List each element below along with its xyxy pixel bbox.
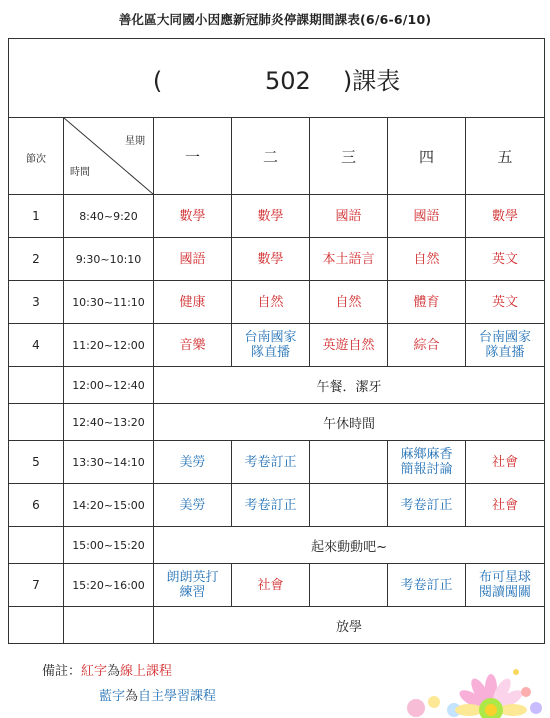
subject-label: 本土語言 bbox=[322, 251, 375, 267]
subject-label: 英文 bbox=[492, 251, 519, 267]
time-slot: 14:20~15:00 bbox=[64, 484, 154, 527]
break-row bbox=[9, 527, 545, 564]
subject-label: 社會 bbox=[257, 577, 284, 593]
period-row bbox=[9, 564, 545, 607]
weekday-header-row bbox=[9, 118, 545, 195]
schedule-table bbox=[8, 38, 545, 644]
subject-label: 美勞 bbox=[179, 497, 206, 513]
day-header-wed bbox=[310, 118, 388, 195]
subject-cell-mon bbox=[154, 281, 232, 324]
subject-cell-tue bbox=[232, 484, 310, 527]
subject-label: 社會 bbox=[492, 454, 519, 470]
period-number: 3 bbox=[9, 281, 64, 324]
subject-cell-thu bbox=[388, 281, 466, 324]
day-label: 三 bbox=[340, 147, 356, 166]
day-header-mon bbox=[154, 118, 232, 195]
period-row bbox=[9, 238, 545, 281]
note-self-study-course: 自主學習課程 bbox=[138, 689, 217, 704]
subject-cell-fri bbox=[466, 324, 545, 367]
time-slot: 15:20~16:00 bbox=[64, 564, 154, 607]
break-label: 午休時間 bbox=[154, 404, 545, 441]
subject-cell-mon bbox=[154, 238, 232, 281]
period-number: 2 bbox=[9, 238, 64, 281]
day-label: 四 bbox=[418, 147, 434, 166]
subject-cell-fri bbox=[466, 238, 545, 281]
subject-cell-wed bbox=[310, 324, 388, 367]
subject-cell-wed bbox=[310, 441, 388, 484]
time-header-label: 時間 bbox=[70, 167, 90, 178]
subject-label: 國語 bbox=[413, 208, 440, 224]
subject-label: 考卷訂正 bbox=[400, 577, 453, 593]
subject-label: 數學 bbox=[179, 208, 206, 224]
note-connector: 為 bbox=[107, 664, 121, 679]
subject-cell-wed bbox=[310, 564, 388, 607]
subject-label: 布可星球 閱讀闖關 bbox=[479, 570, 532, 600]
time-slot: 12:00~12:40 bbox=[64, 367, 154, 404]
note-prefix: 備註： bbox=[42, 664, 82, 679]
day-header-fri bbox=[466, 118, 545, 195]
subject-label: 台南國家 隊直播 bbox=[244, 330, 297, 360]
diagonal-line bbox=[64, 118, 153, 194]
break-row bbox=[9, 404, 545, 441]
period-header-cell bbox=[9, 118, 64, 195]
time-slot: 8:40~9:20 bbox=[64, 195, 154, 238]
subject-label: 社會 bbox=[492, 497, 519, 513]
note-connector: 為 bbox=[125, 689, 139, 704]
subject-cell-tue bbox=[232, 564, 310, 607]
subject-label: 英文 bbox=[492, 294, 519, 310]
subject-label: 自然 bbox=[413, 251, 440, 267]
time-slot: 12:40~13:20 bbox=[64, 404, 154, 441]
subject-cell-fri bbox=[466, 564, 545, 607]
subject-cell-wed bbox=[310, 195, 388, 238]
note-line-blue bbox=[99, 685, 216, 704]
subject-label: 體育 bbox=[413, 294, 440, 310]
subject-cell-thu bbox=[388, 238, 466, 281]
class-number: 502 bbox=[264, 66, 311, 95]
subject-cell-tue bbox=[232, 324, 310, 367]
subject-cell-fri bbox=[466, 441, 545, 484]
subject-label: 考卷訂正 bbox=[244, 497, 297, 513]
subject-label: 自然 bbox=[335, 294, 362, 310]
subject-cell-tue bbox=[232, 238, 310, 281]
flower-decoration-icon bbox=[396, 652, 546, 718]
period-number bbox=[9, 367, 64, 404]
subject-cell-wed bbox=[310, 238, 388, 281]
time-slot bbox=[64, 607, 154, 644]
day-header-thu bbox=[388, 118, 466, 195]
subject-cell-thu bbox=[388, 324, 466, 367]
period-number: 6 bbox=[9, 484, 64, 527]
class-title-suffix: )課表 bbox=[342, 66, 401, 95]
subject-label: 綜合 bbox=[413, 337, 440, 353]
period-row bbox=[9, 441, 545, 484]
time-slot: 13:30~14:10 bbox=[64, 441, 154, 484]
subject-cell-thu bbox=[388, 441, 466, 484]
note-blue-word: 藍字 bbox=[99, 689, 126, 704]
break-label: 起來動動吧~ bbox=[154, 527, 545, 564]
break-row bbox=[9, 607, 545, 644]
subject-cell-mon bbox=[154, 441, 232, 484]
subject-label: 國語 bbox=[335, 208, 362, 224]
period-number: 1 bbox=[9, 195, 64, 238]
subject-cell-mon bbox=[154, 324, 232, 367]
subject-label: 美勞 bbox=[179, 454, 206, 470]
subject-label: 台南國家 隊直播 bbox=[479, 330, 532, 360]
subject-cell-fri bbox=[466, 195, 545, 238]
subject-label: 朗朗英打 練習 bbox=[166, 570, 219, 600]
time-slot: 15:00~15:20 bbox=[64, 527, 154, 564]
period-number: 4 bbox=[9, 324, 64, 367]
time-slot: 9:30~10:10 bbox=[64, 238, 154, 281]
subject-cell-tue bbox=[232, 441, 310, 484]
period-number bbox=[9, 404, 64, 441]
period-number bbox=[9, 527, 64, 564]
subject-cell-mon bbox=[154, 564, 232, 607]
period-row bbox=[9, 324, 545, 367]
subject-cell-wed bbox=[310, 484, 388, 527]
note-online-course: 線上課程 bbox=[120, 664, 173, 679]
time-slot: 10:30~11:10 bbox=[64, 281, 154, 324]
period-number bbox=[9, 607, 64, 644]
subject-cell-thu bbox=[388, 484, 466, 527]
subject-label: 健康 bbox=[179, 294, 206, 310]
period-row bbox=[9, 281, 545, 324]
notes bbox=[42, 660, 216, 704]
break-label: 放學 bbox=[154, 607, 545, 644]
period-number: 7 bbox=[9, 564, 64, 607]
subject-cell-tue bbox=[232, 281, 310, 324]
note-red-word: 紅字 bbox=[81, 664, 108, 679]
period-number: 5 bbox=[9, 441, 64, 484]
break-row bbox=[9, 367, 545, 404]
subject-cell-fri bbox=[466, 281, 545, 324]
subject-cell-thu bbox=[388, 195, 466, 238]
period-row bbox=[9, 195, 545, 238]
subject-cell-mon bbox=[154, 484, 232, 527]
time-slot: 11:20~12:00 bbox=[64, 324, 154, 367]
period-row bbox=[9, 484, 545, 527]
day-label: 五 bbox=[497, 147, 513, 166]
subject-label: 自然 bbox=[257, 294, 284, 310]
diagonal-header-cell bbox=[64, 118, 154, 195]
subject-label: 英遊自然 bbox=[322, 337, 375, 353]
subject-cell-wed bbox=[310, 281, 388, 324]
break-label: 午餐．潔牙 bbox=[154, 367, 545, 404]
weekday-header-label: 星期 bbox=[125, 136, 145, 147]
subject-label: 數學 bbox=[257, 251, 284, 267]
day-label: 二 bbox=[262, 147, 278, 166]
period-header-label: 節次 bbox=[26, 153, 46, 165]
subject-label: 音樂 bbox=[179, 337, 206, 353]
note-line-red bbox=[42, 660, 216, 679]
subject-label: 數學 bbox=[257, 208, 284, 224]
subject-cell-tue bbox=[232, 195, 310, 238]
class-title-paren: ( bbox=[152, 66, 163, 95]
day-header-tue bbox=[232, 118, 310, 195]
subject-cell-fri bbox=[466, 484, 545, 527]
day-label: 一 bbox=[184, 147, 200, 166]
subject-label: 數學 bbox=[492, 208, 519, 224]
class-title-cell bbox=[9, 39, 545, 118]
subject-cell-mon bbox=[154, 195, 232, 238]
class-header-row bbox=[9, 39, 545, 118]
subject-label: 國語 bbox=[179, 251, 206, 267]
subject-label: 考卷訂正 bbox=[244, 454, 297, 470]
subject-label: 麻鄉麻香 簡報討論 bbox=[400, 447, 453, 477]
subject-label: 考卷訂正 bbox=[400, 497, 453, 513]
subject-cell-thu bbox=[388, 564, 466, 607]
document-title: 善化區大同國小因應新冠肺炎停課期間課表(6/6-6/10) bbox=[118, 12, 432, 27]
